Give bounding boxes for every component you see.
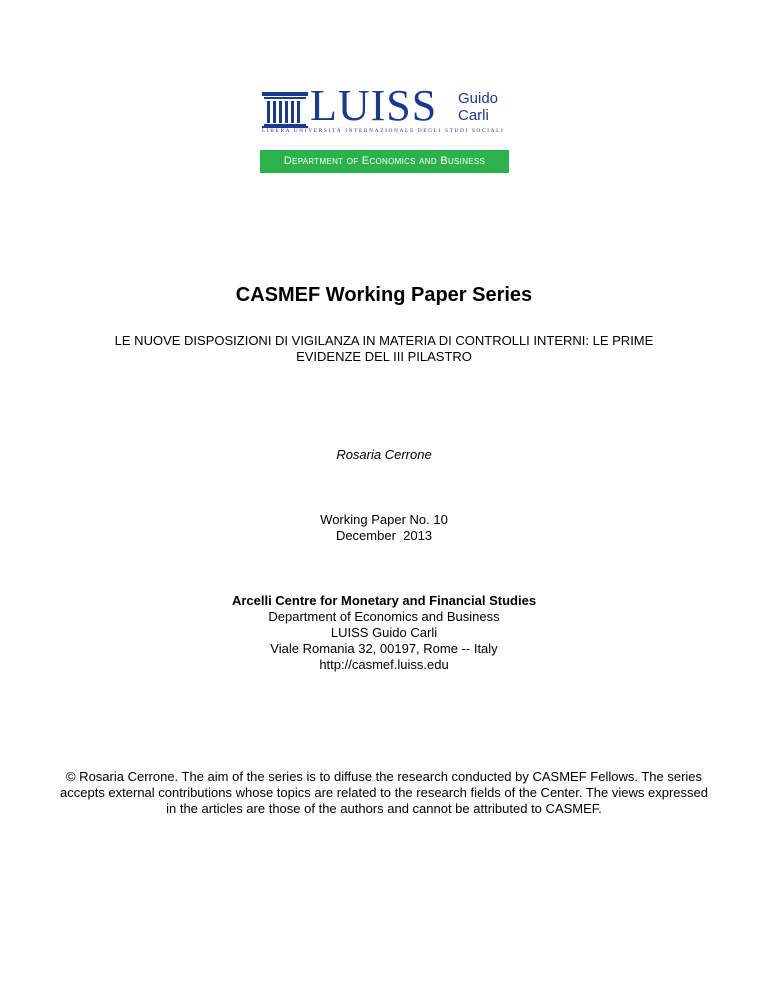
logo-sub-line-2: Carli: [458, 107, 489, 124]
institution-url[interactable]: http://casmef.luiss.edu: [319, 657, 449, 672]
copyright-notice: © Rosaria Cerrone. The aim of the series is to diffuse the research conducted by CASMEF Fellows. The series accepts external contributions whose topics are related to the research fields of the Center. The views expressed in the articles are those of the authors and cannot be attributed to CASMEF.: [60, 769, 708, 816]
department-banner: Department of Economics and Business: [260, 150, 509, 173]
institution-department: Department of Economics and Business: [268, 609, 500, 624]
institution-name: Arcelli Centre for Monetary and Financial Studies: [231, 593, 537, 608]
luiss-logo: [260, 81, 510, 138]
paper-title: LE NUOVE DISPOSIZIONI DI VIGILANZA IN MATERIA DI CONTROLLI INTERNI: LE PRIME EVIDENZE DEL III PILASTRO: [114, 333, 654, 364]
author-name: Rosaria Cerrone: [336, 447, 432, 462]
logo-wordmark: LUISS: [310, 81, 438, 130]
publication-date: December 2013: [335, 528, 433, 543]
logo-subtitle: [458, 90, 498, 124]
column-icon: [262, 92, 308, 128]
logo-tagline: LIBERA UNIVERSITÀ INTERNAZIONALE DEGLI STUDI SOCIALI: [262, 128, 505, 134]
series-title: CASMEF Working Paper Series: [235, 284, 533, 306]
institution-university: LUISS Guido Carli: [330, 625, 438, 640]
institution-address: Viale Romania 32, 00197, Rome -- Italy: [270, 641, 498, 656]
working-paper-number: Working Paper No. 10: [320, 512, 448, 527]
logo-sub-line-1: Guido: [458, 90, 499, 107]
